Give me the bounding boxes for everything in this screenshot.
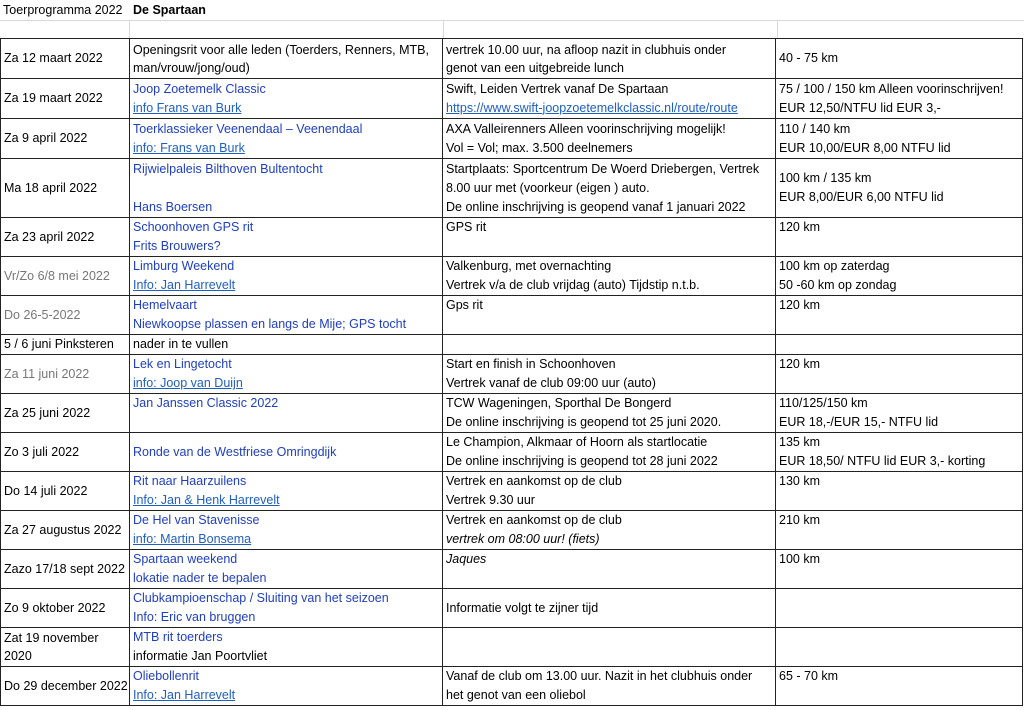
info-cell: vertrek 10.00 uur, na afloop nazit in clubhuis onder genot van een uitgebreide lunch [443, 39, 776, 79]
table-row [1, 628, 1023, 667]
table-row [1, 39, 1023, 79]
table-row [1, 667, 1023, 706]
info-link[interactable]: info: Martin Bonsema [133, 532, 252, 546]
distance-cell [776, 628, 1023, 667]
info-cell: Le Champion, Alkmaar of Hoorn als startlocatie De online inschrijving is geopend tot 28 juni 2022 [443, 433, 776, 472]
date-cell: Zo 3 juli 2022 [1, 433, 130, 472]
event-cell: De Hel van Stavenisse info: Martin Bonsema [130, 511, 443, 550]
info-cell: Informatie volgt te zijner tijd [443, 589, 776, 628]
distance-cell: 110 / 140 km EUR 10,00/EUR 8,00 NTFU lid [776, 119, 1023, 159]
info-cell: Valkenburg, met overnachting Vertrek v/a de club vrijdag (auto) Tijdstip n.t.b. [443, 257, 776, 296]
date-cell: Zazo 17/18 sept 2022 [1, 550, 130, 589]
distance-cell: 100 km / 135 km EUR 8,00/EUR 6,00 NTFU lid [776, 159, 1023, 218]
date-cell: Za 9 april 2022 [1, 119, 130, 159]
date-cell: Za 27 augustus 2022 [1, 511, 130, 550]
date-cell: Za 11 juni 2022 [1, 355, 130, 394]
distance-cell: 110/125/150 km EUR 18,-/EUR 15,- NTFU lid [776, 394, 1023, 433]
info-link[interactable]: info: Joop van Duijn [133, 376, 243, 390]
sheet-header [0, 0, 1024, 21]
event-cell: Rit naar Haarzuilens Info: Jan & Henk Harrevelt [130, 472, 443, 511]
table-row [1, 511, 1023, 550]
date-cell: 5 / 6 juni Pinksteren [1, 335, 130, 355]
empty-row [0, 21, 1024, 39]
distance-cell: 210 km [776, 511, 1023, 550]
club-name: De Spartaan [133, 3, 206, 17]
info-link[interactable]: info Frans van Burk [133, 100, 242, 115]
distance-cell [776, 335, 1023, 355]
info-cell: Vanaf de club om 13.00 uur. Nazit in het clubhuis onder het genot van een oliebol [443, 667, 776, 706]
info-link[interactable]: Info: Jan Harrevelt [133, 278, 236, 292]
info-cell: Startplaats: Sportcentrum De Woerd Driebergen, Vertrek 8.00 uur met (voorkeur (eigen ) auto. De online inschrijving is geopend vanaf 1 januari 2022 [443, 159, 776, 218]
event-cell: Schoonhoven GPS rit Frits Brouwers? [130, 218, 443, 257]
table-row [1, 296, 1023, 335]
distance-cell: 40 - 75 km [776, 39, 1023, 79]
event-cell: Oliebollenrit Info: Jan Harrevelt [130, 667, 443, 706]
info-cell [443, 335, 776, 355]
distance-cell: 65 - 70 km [776, 667, 1023, 706]
table-row [1, 589, 1023, 628]
info-cell: Gps rit [443, 296, 776, 335]
event-cell: Lek en Lingetocht info: Joop van Duijn [130, 355, 443, 394]
table-row [1, 119, 1023, 159]
event-cell: Toerklassieker Veenendaal – Veenendaal info: Frans van Burk [130, 119, 443, 159]
info-cell: GPS rit [443, 218, 776, 257]
event-cell: Spartaan weekend lokatie nader te bepalen [130, 550, 443, 589]
event-cell: Clubkampioenschap / Sluiting van het seizoen Info: Eric van bruggen [130, 589, 443, 628]
date-cell: Zo 9 oktober 2022 [1, 589, 130, 628]
date-cell: Do 29 december 2022 [1, 667, 130, 706]
table-row [1, 79, 1023, 119]
table-row [1, 433, 1023, 472]
date-cell: Za 25 juni 2022 [1, 394, 130, 433]
date-cell: Ma 18 april 2022 [1, 159, 130, 218]
distance-cell [776, 589, 1023, 628]
date-cell: Zat 19 november 2020 [1, 628, 130, 667]
date-cell: Za 19 maart 2022 [1, 79, 130, 119]
event-cell: nader in te vullen [130, 335, 443, 355]
distance-cell: 120 km [776, 218, 1023, 257]
event-cell: Joop Zoetemelk Classic info Frans van Burk [130, 79, 443, 119]
table-row [1, 550, 1023, 589]
distance-cell: 100 km [776, 550, 1023, 589]
event-cell: MTB rit toerders informatie Jan Poortvliet [130, 628, 443, 667]
date-cell: Vr/Zo 6/8 mei 2022 [1, 257, 130, 296]
table-row [1, 472, 1023, 511]
info-cell: Swift, Leiden Vertrek vanaf De Spartaan https://www.swift-joopzoetemelkclassic.nl/route/route [443, 79, 776, 119]
info-link[interactable]: Info: Jan Harrevelt [133, 688, 236, 702]
table-row [1, 159, 1023, 218]
table-row [1, 355, 1023, 394]
date-cell: Do 26-5-2022 [1, 296, 130, 335]
table-row [1, 218, 1023, 257]
info-link[interactable]: Info: Jan & Henk Harrevelt [133, 493, 280, 507]
event-cell: Openingsrit voor alle leden (Toerders, Renners, MTB, man/vrouw/jong/oud) [130, 39, 443, 79]
distance-cell: 130 km [776, 472, 1023, 511]
info-cell: AXA Valleirenners Alleen voorinschrijving mogelijk! Vol = Vol; max. 3.500 deelnemers [443, 119, 776, 159]
event-cell: Limburg Weekend Info: Jan Harrevelt [130, 257, 443, 296]
event-cell: Jan Janssen Classic 2022 [130, 394, 443, 433]
table-row [1, 394, 1023, 433]
event-cell: Hemelvaart Niewkoopse plassen en langs de Mije; GPS tocht [130, 296, 443, 335]
route-link[interactable]: https://www.swift-joopzoetemelkclassic.nl/route/route [446, 100, 738, 115]
schedule-table [0, 38, 1023, 706]
info-cell: TCW Wageningen, Sporthal De Bongerd De online inschrijving is geopend tot 25 juni 2020. [443, 394, 776, 433]
info-cell [443, 628, 776, 667]
date-cell: Za 12 maart 2022 [1, 39, 130, 79]
date-cell: Do 14 juli 2022 [1, 472, 130, 511]
event-cell: Ronde van de Westfriese Omringdijk [130, 433, 443, 472]
distance-cell: 135 km EUR 18,50/ NTFU lid EUR 3,- korting [776, 433, 1023, 472]
distance-cell: 75 / 100 / 150 km Alleen voorinschrijven! EUR 12,50/NTFU lid EUR 3,- [776, 79, 1023, 119]
distance-cell: 120 km [776, 355, 1023, 394]
table-row [1, 335, 1023, 355]
info-cell: Start en finish in Schoonhoven Vertrek vanaf de club 09:00 uur (auto) [443, 355, 776, 394]
info-cell: Vertrek en aankomst op de club Vertrek 9.30 uur [443, 472, 776, 511]
table-row [1, 257, 1023, 296]
date-cell: Za 23 april 2022 [1, 218, 130, 257]
distance-cell: 100 km op zaterdag 50 -60 km op zondag [776, 257, 1023, 296]
event-cell: Rijwielpaleis Bilthoven Bultentocht Hans Boersen [130, 159, 443, 218]
program-title: Toerprogramma 2022 [3, 3, 123, 17]
info-cell: Jaques [443, 550, 776, 589]
distance-cell: 120 km [776, 296, 1023, 335]
info-link[interactable]: info: Frans van Burk [133, 140, 245, 155]
info-cell: Vertrek en aankomst op de club vertrek om 08:00 uur! (fiets) [443, 511, 776, 550]
